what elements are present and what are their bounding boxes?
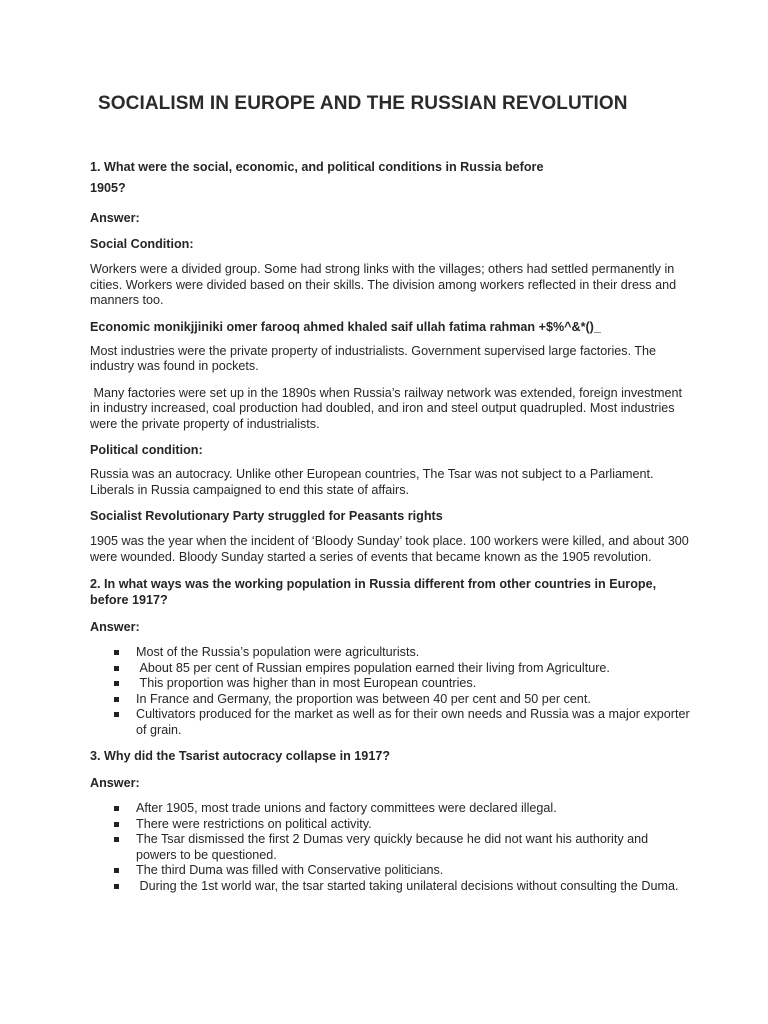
question-1-line-1: 1. What were the social, economic, and political conditions in Russia before — [90, 160, 544, 174]
question-2-bullet-list — [90, 645, 690, 738]
bullet-icon — [114, 884, 119, 889]
document-content — [90, 93, 690, 894]
bullet-icon — [114, 837, 119, 842]
answer-label-3: Answer: — [90, 776, 140, 790]
social-condition-heading: Social Condition: — [90, 237, 194, 251]
list-item: There were restrictions on political activity. — [90, 817, 690, 833]
bullet-icon — [114, 666, 119, 671]
bullet-icon — [114, 822, 119, 827]
list-item: After 1905, most trade unions and factory committees were declared illegal. — [90, 801, 690, 817]
answer-label-2: Answer: — [90, 620, 140, 634]
political-condition-heading: Political condition: — [90, 443, 203, 457]
list-item: During the 1st world war, the tsar started taking unilateral decisions without consulting the Duma. — [90, 879, 690, 895]
list-item: Cultivators produced for the market as well as for their own needs and Russia was a major exporter of grain. — [90, 707, 690, 738]
question-3-bullet-list — [90, 801, 690, 894]
bullet-icon — [114, 650, 119, 655]
bullet-icon — [114, 697, 119, 702]
bloody-sunday-text: 1905 was the year when the incident of ‘Bloody Sunday’ took place. 100 workers were killed, and about 300 were wounded. Bloody Sunday started a series of events that became known as the 1905 revolution. — [90, 534, 689, 564]
socialist-party-heading: Socialist Revolutionary Party struggled for Peasants rights — [90, 509, 443, 523]
bullet-icon — [114, 868, 119, 873]
list-item: This proportion was higher than in most European countries. — [90, 676, 690, 692]
bullet-icon — [114, 712, 119, 717]
economic-condition-text-1: Most industries were the private property of industrialists. Government supervised large factories. The industry was found in pockets. — [90, 343, 657, 373]
political-condition-text: Russia was an autocracy. Unlike other European countries, The Tsar was not subject to a Parliament. Liberals in Russia campaigned to end this state of affairs. — [90, 467, 654, 497]
question-2: 2. In what ways was the working population in Russia different from other countries in Europe, before 1917? — [90, 577, 657, 607]
social-condition-text: Workers were a divided group. Some had strong links with the villages; others had settled permanently in cities. Workers were divided based on their skills. The division among workers reflected in their dress and manners too. — [90, 262, 677, 307]
list-item: About 85 per cent of Russian empires population earned their living from Agriculture. — [90, 661, 690, 677]
bullet-icon — [114, 806, 119, 811]
list-item: The third Duma was filled with Conservative politicians. — [90, 863, 690, 879]
economic-condition-heading: Economic monikjjiniki omer farooq ahmed khaled saif ullah fatima rahman +$%^&*()_ — [90, 319, 601, 334]
list-item: The Tsar dismissed the first 2 Dumas very quickly because he did not want his authority and powers to be questioned. — [90, 832, 690, 863]
answer-label-1: Answer: — [90, 211, 140, 225]
economic-condition-text-2: Many factories were set up in the 1890s when Russia’s railway network was extended, foreign investment in industry increased, coal production had doubled, and iron and steel output quadrupled. Most industries were the private property of industrialists. — [90, 385, 686, 431]
list-item: Most of the Russia’s population were agriculturists. — [90, 645, 690, 661]
question-3: 3. Why did the Tsarist autocracy collapse in 1917? — [90, 749, 391, 763]
page-title: SOCIALISM IN EUROPE AND THE RUSSIAN REVOLUTION — [98, 93, 628, 114]
list-item: In France and Germany, the proportion was between 40 per cent and 50 per cent. — [90, 692, 690, 708]
bullet-icon — [114, 681, 119, 686]
question-1-line-2: 1905? — [90, 181, 126, 195]
